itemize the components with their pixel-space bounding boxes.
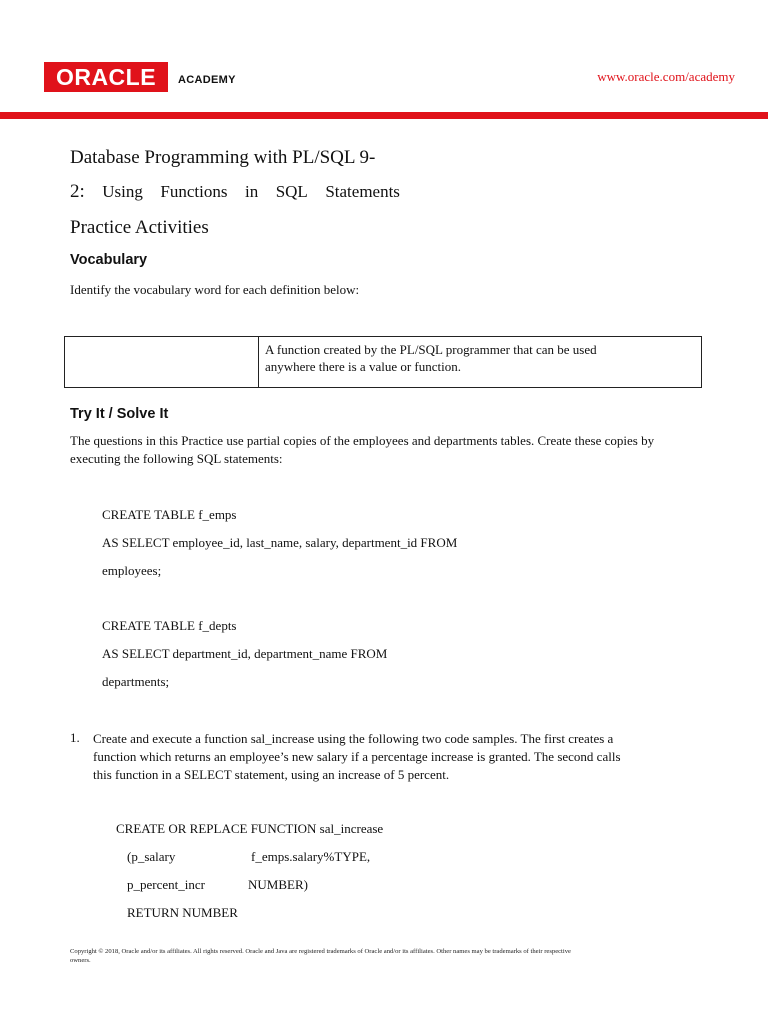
definition-line: anywhere there is a value or function.: [265, 359, 462, 374]
question-line: this function in a SELECT statement, using an increase of 5 percent.: [93, 767, 450, 782]
question-line: function which returns an employee’s new salary if a percentage increase is granted. The second calls: [93, 749, 621, 764]
logo-text: ORACLE: [55, 63, 157, 90]
title-word: Using: [102, 182, 143, 201]
question-number: 1.: [70, 730, 80, 745]
code-line: AS SELECT department_id, department_name FROM: [102, 646, 388, 661]
academy-url-link[interactable]: www.oracle.com/academy: [597, 69, 735, 84]
code-line: RETURN NUMBER: [127, 905, 238, 920]
code-line: departments;: [102, 674, 170, 689]
code-line: NUMBER): [248, 877, 308, 892]
vocabulary-answer-cell[interactable]: [65, 337, 259, 387]
try-it-heading: Try It / Solve It: [70, 406, 169, 422]
title-word: in: [244, 182, 259, 201]
title-lesson-number: 2:: [70, 181, 85, 202]
try-it-intro: [70, 432, 710, 468]
code-line: p_percent_incr: [127, 877, 205, 892]
oracle-logo: [44, 62, 168, 92]
doc-title-line2: [70, 181, 400, 203]
code-line: CREATE OR REPLACE FUNCTION sal_increase: [116, 821, 384, 836]
intro-line: The questions in this Practice use partial copies of the employees and departments tables. Create these copies by: [70, 433, 655, 448]
code-line: AS SELECT employee_id, last_name, salary, department_id FROM: [102, 535, 458, 550]
code-line: CREATE TABLE f_emps: [102, 507, 237, 522]
definition-line: A function created by the PL/SQL programmer that can be used: [265, 342, 597, 357]
logo-academy-label: ACADEMY: [178, 74, 236, 86]
copyright-footer: [70, 947, 660, 965]
title-word: SQL: [275, 182, 308, 201]
question-text: [93, 730, 663, 784]
header-divider: [0, 112, 768, 119]
code-line: employees;: [102, 563, 162, 578]
question-line: Create and execute a function sal_increase using the following two code samples. The first creates a: [93, 731, 614, 746]
vocabulary-definition-cell: [259, 337, 651, 387]
code-line: CREATE TABLE f_depts: [102, 618, 237, 633]
page-header: [0, 0, 768, 120]
doc-subtitle: Practice Activities: [70, 217, 209, 238]
vocabulary-heading: Vocabulary: [70, 252, 148, 268]
vocabulary-intro: Identify the vocabulary word for each definition below:: [70, 282, 360, 297]
code-line: f_emps.salary%TYPE,: [251, 849, 371, 864]
vocabulary-table: [64, 336, 702, 388]
doc-title-line1: Database Programming with PL/SQL 9-: [70, 147, 376, 168]
footer-line: Copyright © 2018, Oracle and/or its affiliates. All rights reserved. Oracle and Java are registered trademarks of Oracle and/or its affiliates. Other names may be trademarks of their respective: [70, 948, 571, 955]
code-line: (p_salary: [127, 849, 176, 864]
intro-line: executing the following SQL statements:: [70, 451, 283, 466]
title-word: Functions: [160, 182, 228, 201]
footer-line: owners.: [70, 957, 91, 964]
title-word: Statements: [325, 182, 400, 201]
